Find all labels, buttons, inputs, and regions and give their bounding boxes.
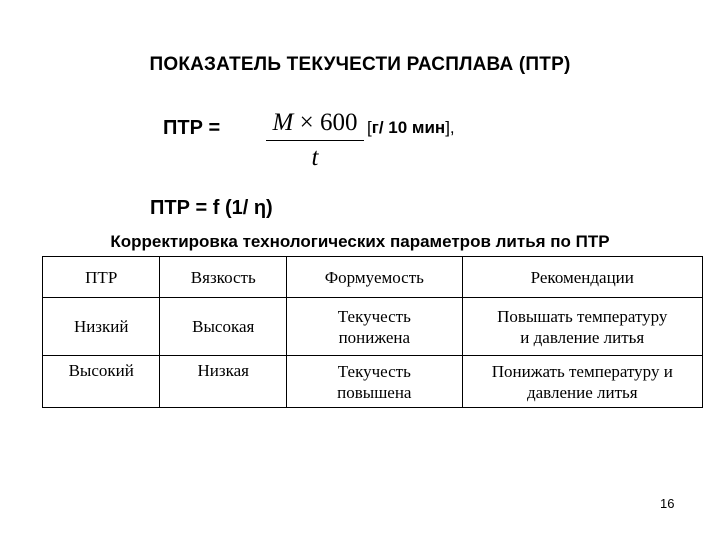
cell-recommendation <box>462 298 702 356</box>
header-ptr: ПТР <box>43 257 160 298</box>
recommendation-line-1: Понижать температуру и <box>491 361 673 381</box>
cell-viscosity: Высокая <box>160 298 287 356</box>
table-row <box>43 356 703 408</box>
parameters-table <box>42 256 703 408</box>
cell-ptr: Высокий <box>43 356 160 408</box>
ptr-viscosity-relation: ПТР = f (1/ η) <box>150 197 273 219</box>
formability-line-1: Текучесть <box>337 361 411 381</box>
table-caption: Корректировка технологических параметров литья по ПТР <box>110 232 610 251</box>
table-header-row <box>43 257 703 298</box>
formability-line-1: Текучесть <box>337 306 411 326</box>
header-viscosity: Вязкость <box>160 257 287 298</box>
numerator-variable: M <box>272 109 294 136</box>
page-number: 16 <box>660 496 675 511</box>
cell-ptr: Низкий <box>43 298 160 356</box>
cell-formability <box>287 356 462 408</box>
units-text: г/ 10 мин <box>371 118 446 137</box>
cell-formability <box>287 298 462 356</box>
numerator-operator: × <box>299 109 314 136</box>
slide-title: ПОКАЗАТЕЛЬ ТЕКУЧЕСТИ РАСПЛАВА (ПТР) <box>149 54 571 75</box>
formability-line-2: повышена <box>337 382 412 402</box>
header-recommendations: Рекомендации <box>462 257 702 298</box>
units-close-bracket: ], <box>445 118 455 137</box>
recommendation-line-2: давление литья <box>526 382 638 402</box>
recommendation-line-2: и давление литья <box>520 327 645 347</box>
table-row <box>43 298 703 356</box>
header-formability: Формуемость <box>287 257 462 298</box>
formula-units <box>367 118 455 138</box>
formula-denominator: t <box>311 144 319 171</box>
numerator-constant: 600 <box>319 109 358 136</box>
formability-line-2: понижена <box>338 327 411 347</box>
cell-recommendation <box>462 356 702 408</box>
formula-fraction <box>266 108 364 173</box>
formula-numerator <box>266 108 364 138</box>
formula-lhs: ПТР = <box>163 117 221 139</box>
recommendation-line-1: Повышать температуру <box>497 306 668 326</box>
cell-viscosity: Низкая <box>160 356 287 408</box>
units-open-bracket: [ <box>367 118 372 137</box>
fraction-bar <box>266 140 364 141</box>
